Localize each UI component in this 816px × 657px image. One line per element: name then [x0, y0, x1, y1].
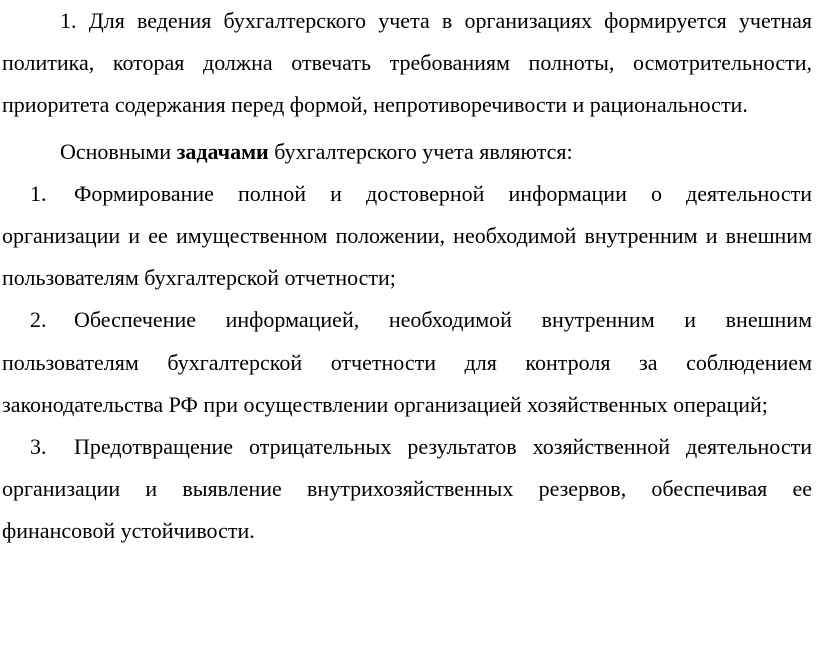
task-item-1: [2, 173, 812, 300]
task-number: 2.: [30, 307, 47, 333]
task-number: 1.: [30, 180, 47, 206]
task-text: Предотвращение отрицательных результатов хозяйственной деятельности организации и выявление внутрихозяйственных резервов, обеспечивая ее финансовой устойчивости.: [2, 434, 812, 544]
task-item-3: [2, 426, 812, 553]
task-text: Обеспечение информацией, необходимой внутренним и внешним пользователям бухгалтерской отчетности для контроля за соблюдением законодательства РФ при осуществлении организацией хозяйственных операций;: [2, 307, 812, 417]
tasks-intro-bold: задачами: [176, 138, 269, 164]
paragraph-text: Для ведения бухгалтерского учета в организациях формируется учетная политика, которая должна отвечать требованиям полноты, осмотрительности, приоритета содержания перед формой, непротиворечивости и рациональности.: [2, 8, 812, 118]
tasks-intro: [2, 131, 812, 173]
task-text: Формирование полной и достоверной информации о деятельности организации и ее имущественном положении, необходимой внутренним и внешним пользователям бухгалтерской отчетности;: [2, 180, 812, 291]
tasks-intro-before: Основными: [60, 138, 172, 164]
paragraph-accounting-policy: [2, 0, 812, 127]
task-item-2: [2, 299, 812, 426]
tasks-intro-after: бухгалтерского учета являются:: [274, 138, 573, 164]
task-number: 3.: [30, 434, 47, 460]
paragraph-number: 1.: [60, 8, 77, 33]
document-page: [2, 0, 812, 553]
